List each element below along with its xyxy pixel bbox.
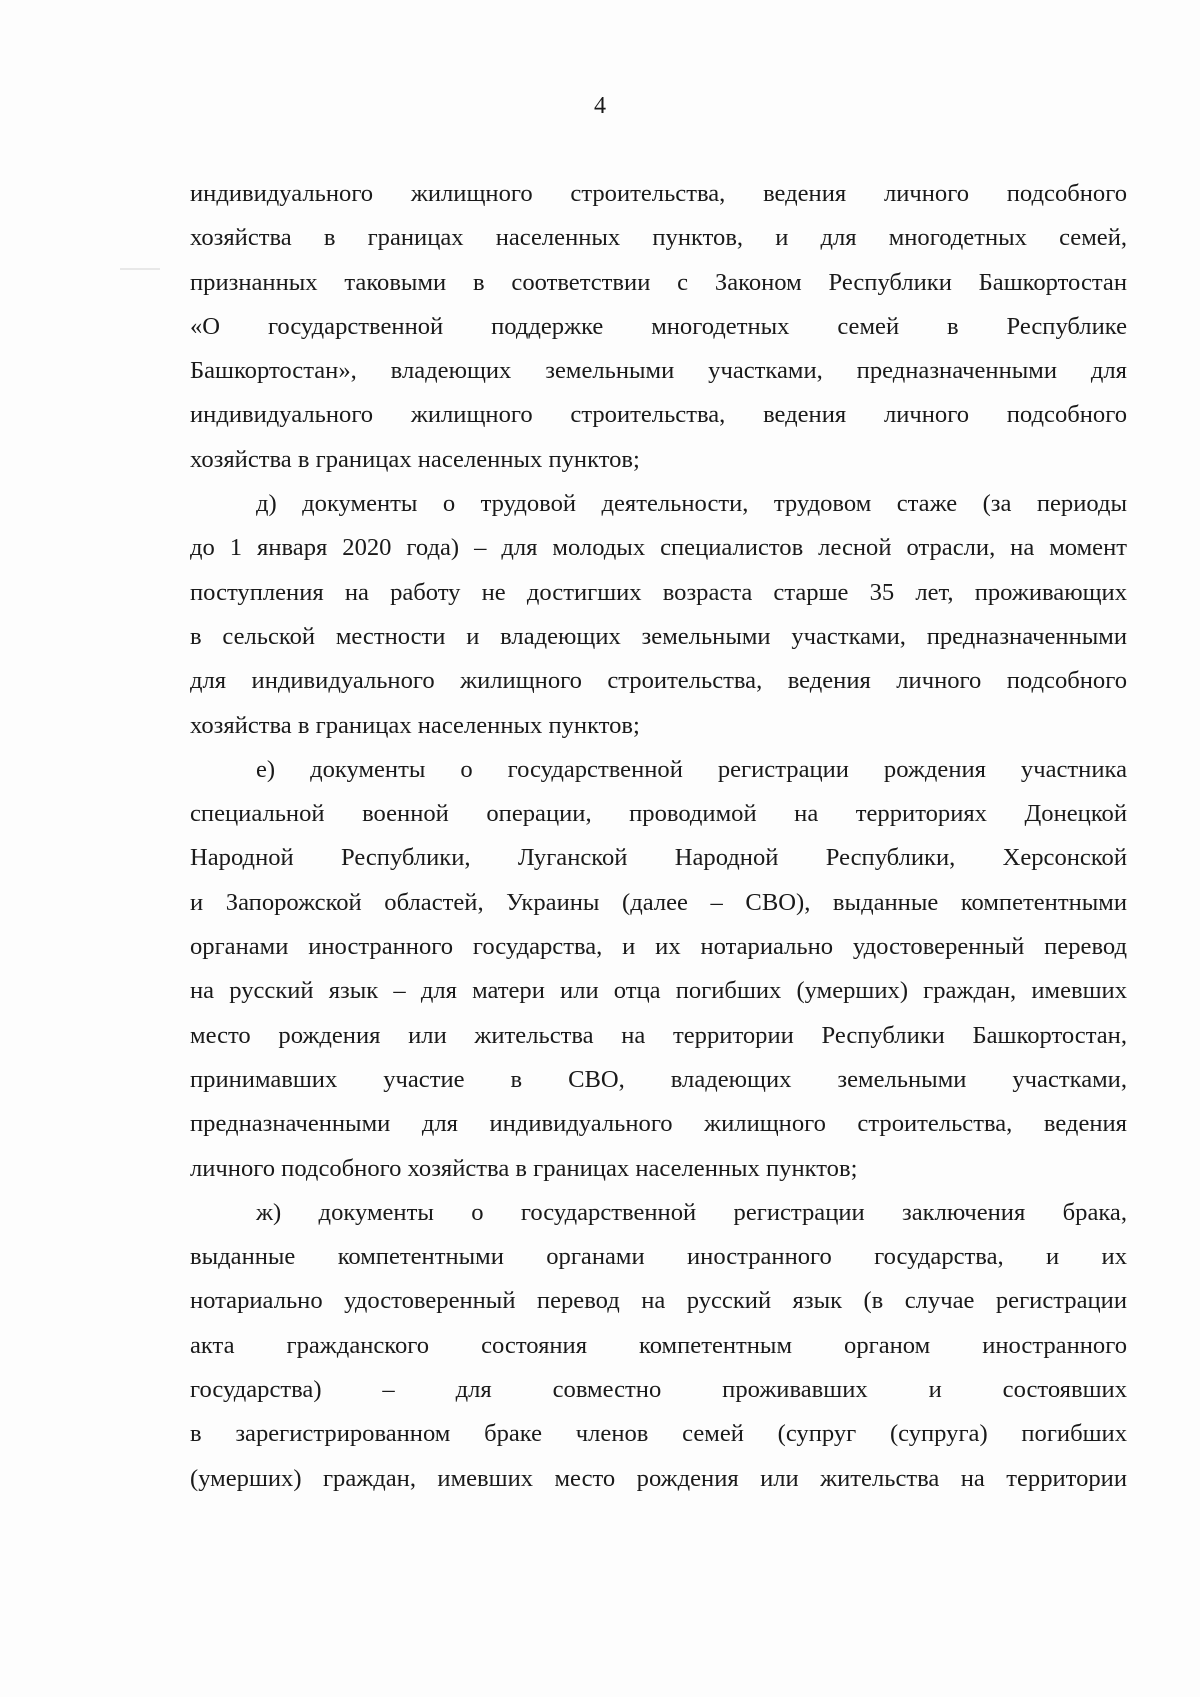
text-line: акта гражданского состояния компетентным органом иностранного	[190, 1331, 1127, 1359]
paragraph-first-line: ж) документы о государственной регистрации заключения брака,	[256, 1198, 1127, 1226]
text-line: индивидуального жилищного строительства, ведения личного подсобного	[190, 401, 1127, 429]
text-line: на русский язык – для матери или отца погибших (умерших) граждан, имевших	[190, 977, 1127, 1005]
text-line: Башкортостан», владеющих земельными участками, предназначенными для	[190, 357, 1127, 385]
body-text	[190, 172, 1127, 1501]
paragraph-first-line: е) документы о государственной регистрации рождения участника	[256, 755, 1127, 783]
page-number: 4	[594, 93, 606, 119]
text-line: органами иностранного государства, и их нотариально удостоверенный перевод	[190, 933, 1127, 961]
text-line: (умерших) граждан, имевших место рождения или жительства на территории	[190, 1464, 1127, 1492]
text-line: «О государственной поддержке многодетных семей в Республике	[190, 312, 1127, 340]
text-line: хозяйства в границах населенных пунктов, и для многодетных семей,	[190, 224, 1127, 252]
text-line: в зарегистрированном браке членов семей (супруг (супруга) погибших	[190, 1420, 1127, 1448]
text-line: и Запорожской областей, Украины (далее – СВО), выданные компетентными	[190, 888, 1127, 916]
paragraph-last-line: хозяйства в границах населенных пунктов;	[190, 711, 640, 739]
text-line: государства) – для совместно проживавших и состоявших	[190, 1376, 1127, 1404]
text-line: место рождения или жительства на территории Республики Башкортостан,	[190, 1021, 1127, 1049]
paragraph-first-line: д) документы о трудовой деятельности, трудовом стаже (за периоды	[256, 490, 1127, 518]
text-line: признанных таковыми в соответствии с Законом Республики Башкортостан	[190, 268, 1127, 296]
text-line: выданные компетентными органами иностранного государства, и их	[190, 1243, 1127, 1271]
text-line: Народной Республики, Луганской Народной Республики, Херсонской	[190, 844, 1127, 872]
text-line: нотариально удостоверенный перевод на русский язык (в случае регистрации	[190, 1287, 1127, 1315]
scan-artifact	[120, 268, 160, 270]
text-line: до 1 января 2020 года) – для молодых специалистов лесной отрасли, на момент	[190, 534, 1127, 562]
text-line: для индивидуального жилищного строительства, ведения личного подсобного	[190, 667, 1127, 695]
text-line: принимавших участие в СВО, владеющих земельными участками,	[190, 1065, 1127, 1093]
paragraph-last-line: личного подсобного хозяйства в границах населенных пунктов;	[190, 1154, 858, 1182]
text-line: в сельской местности и владеющих земельными участками, предназначенными	[190, 622, 1127, 650]
text-line: поступления на работу не достигших возраста старше 35 лет, проживающих	[190, 578, 1127, 606]
text-line: индивидуального жилищного строительства, ведения личного подсобного	[190, 180, 1127, 207]
paragraph-last-line: хозяйства в границах населенных пунктов;	[190, 445, 640, 473]
text-line: предназначенными для индивидуального жилищного строительства, ведения	[190, 1110, 1127, 1138]
text-line: специальной военной операции, проводимой на территориях Донецкой	[190, 800, 1127, 828]
